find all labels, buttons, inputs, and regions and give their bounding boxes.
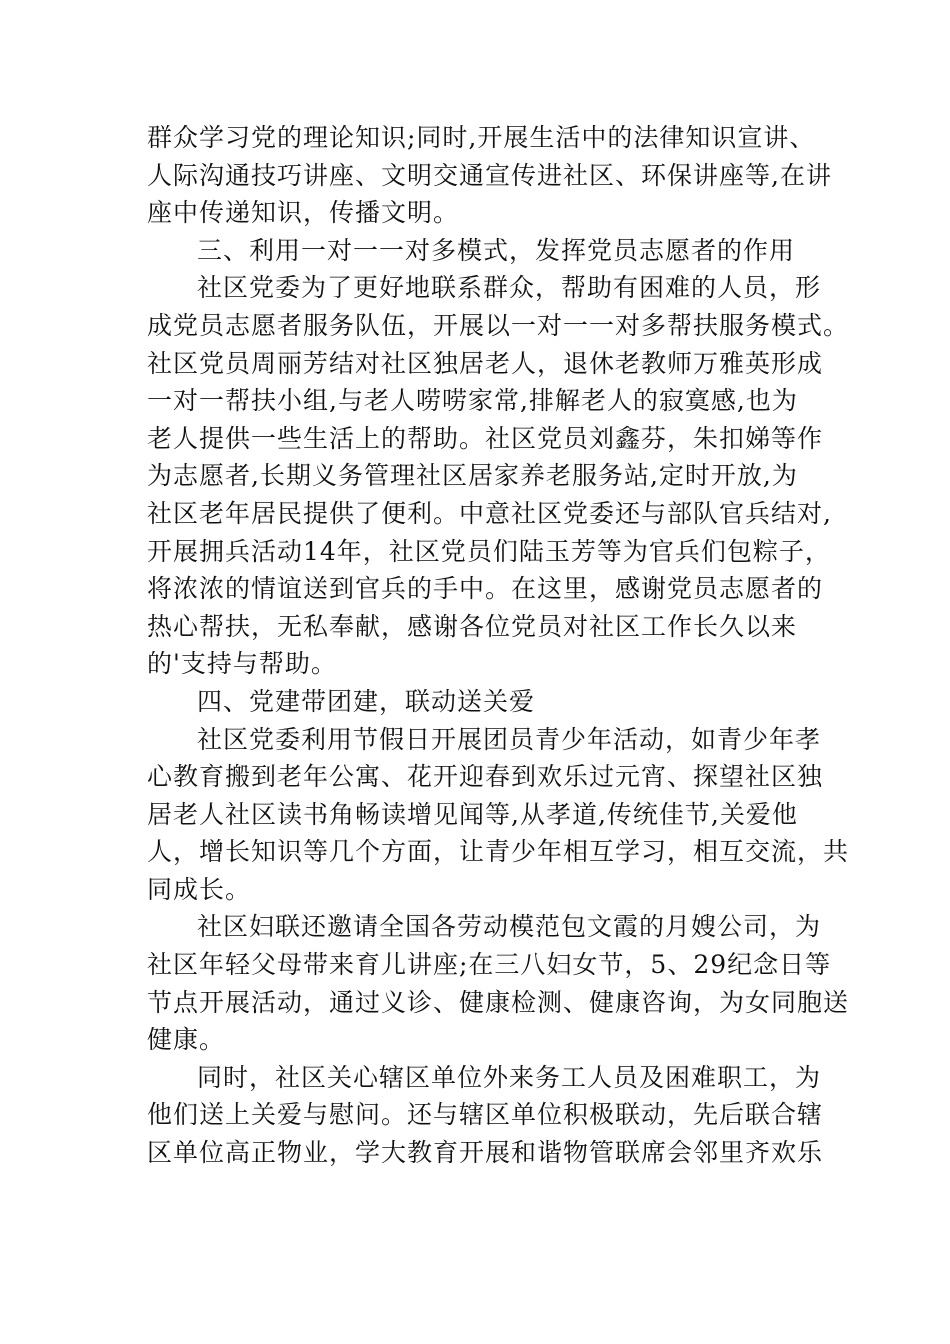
- text-line: 社区党员周丽芳结对社区独居老人，退休老教师万雅英形成: [147, 348, 824, 378]
- text-line: 社区妇联还邀请全国各劳动模范包文霞的月嫂公司，为: [197, 912, 822, 942]
- text-line: 群众学习党的理论知识;同时,开展生活中的法律知识宣讲、: [147, 123, 816, 152]
- text-line: 热心帮扶，无私奉献，感谢各位党员对社区工作长久以来: [147, 611, 798, 641]
- text-line: 健康。: [147, 1025, 226, 1055]
- text-line: 成党员志愿者服务队伍，开展以一对一一对多帮扶服务模式。: [147, 310, 850, 340]
- text-line: 同时，社区关心辖区单位外来务工人员及困难职工，为: [197, 1062, 822, 1092]
- text-line: 座中传递知识，传播文明。: [147, 198, 460, 228]
- text-line: 的'支持与帮助。: [147, 649, 337, 679]
- text-line: 人际沟通技巧讲座、文明交通宣传进社区、环保讲座等,在讲: [147, 160, 832, 190]
- text-line: 同成长。: [147, 874, 252, 904]
- text-line: 社区老年居民提供了便利。中意社区党委还与部队官兵结对,: [147, 498, 832, 528]
- section-heading: 三、利用一对一一对多模式，发挥党员志愿者的作用: [197, 235, 796, 265]
- body-text: [147, 119, 850, 1172]
- text-line: 居老人社区读书角畅读增见闻等,从孝道,传统佳节,关爱他: [147, 799, 798, 829]
- text-line: 心教育搬到老年公寓、花开迎春到欢乐过元宵、探望社区独: [147, 762, 824, 792]
- text-line: 社区年轻父母带来育儿讲座;在三八妇女节，5、29纪念日等: [147, 950, 832, 980]
- text-line: 为志愿者,长期义务管理社区居家养老服务站,定时开放,为: [147, 461, 798, 491]
- text-line: 节点开展活动，通过义诊、健康检测、健康咨询，为女同胞送: [147, 987, 850, 1017]
- text-line: 人，增长知识等几个方面，让青少年相互学习，相互交流，共: [147, 837, 850, 867]
- text-line: 一对一帮扶小组,与老人唠唠家常,排解老人的寂寞感,也为: [147, 386, 798, 416]
- text-line: 区单位高正物业，学大教育开展和谐物管联席会邻里齐欢乐: [147, 1138, 824, 1168]
- text-line: 老人提供一些生活上的帮助。社区党员刘鑫芬，朱扣娣等作: [147, 423, 824, 453]
- text-line: 开展拥兵活动14年，社区党员们陆玉芳等为官兵们包粽子，: [147, 536, 831, 566]
- text-line: 社区党委为了更好地联系群众，帮助有困难的人员，形: [197, 273, 822, 303]
- text-line: 将浓浓的情谊送到官兵的手中。在这里，感谢党员志愿者的: [147, 574, 824, 604]
- section-heading: 四、党建带团建，联动送关爱: [197, 686, 536, 716]
- text-line: 他们送上关爱与慰问。还与辖区单位积极联动，先后联合辖: [147, 1100, 824, 1130]
- text-line: 社区党委利用节假日开展团员青少年活动，如青少年孝: [197, 724, 822, 754]
